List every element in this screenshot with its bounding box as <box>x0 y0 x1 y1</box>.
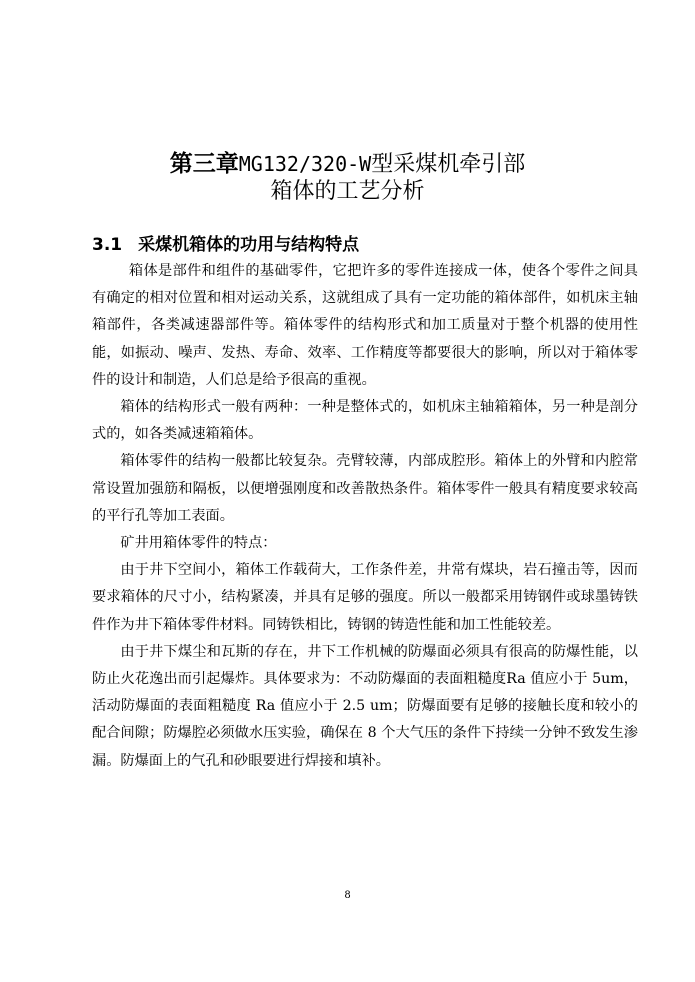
chapter-label: 第三章 <box>169 151 239 177</box>
paragraph: 箱体的结构形式一般有两种：一种是整体式的，如机床主轴箱箱体，另一种是剖分式的，如各类减速箱箱体。 <box>92 399 638 443</box>
paragraph: 箱体零件的结构一般都比较复杂。壳臂较薄，内部成腔形。箱体上的外臂和内腔常常设置加强筋和隔板，以便增强刚度和改善散热条件。箱体零件一般具有精度要求较高的平行孔等加工表面。 <box>92 453 638 524</box>
paragraph: 矿井用箱体零件的特点： <box>120 535 277 552</box>
chapter-title-line-2: 箱体的工艺分析 <box>270 179 425 204</box>
chapter-model: MG132/320-W <box>238 152 372 176</box>
section-title: 采煤机箱体的功用与结构特点 <box>138 235 360 255</box>
section-number: 3.1 <box>92 235 123 255</box>
paragraph: 箱体是部件和组件的基础零件，它把许多的零件连接成一体，使各个零件之间具有确定的相对位置和相对运动关系，这就组成了具有一定功能的箱体部件，如机床主轴箱部件，各类减速器部件等。箱体零件的结构形式和加工质量对于整个机器的使用性能，如振动、噪声、发热、寿命、效率、工作精度等都要很大的影响，所以对于箱体零件的设计和制造，人们总是给予很高的重视。 <box>92 263 638 388</box>
paragraph: 由于井下煤尘和瓦斯的存在，井下工作机械的防爆面必须具有很高的防爆性能，以防止火花逸出而引起爆炸。具体要求为：不动防爆面的表面粗糙度Ra 值应小于 5um，活动防爆面的表面粗糙度 Ra 值应小于 2.5 um；防爆面要有足够的接触长度和较小的配合间隙；防爆腔必须做水压实验，确保在 8 个大气压的条件下持续一分钟不致发生渗漏。防爆面上的气孔和砂眼要进行焊接和填补。 <box>92 643 638 769</box>
page-number: 8 <box>344 890 351 901</box>
section-heading <box>92 232 359 258</box>
paragraph: 由于井下空间小，箱体工作载荷大，工作条件差，井常有煤块，岩石撞击等，因而要求箱体的尺寸小，结构紧凑，并具有足够的强度。所以一般都采用铸钢件或球墨铸铁件作为井下箱体零件材料。同铸铁相比，铸钢的铸造性能和加工性能较差。 <box>92 562 638 633</box>
chapter-title-rest: 型采煤机牵引部 <box>371 152 526 177</box>
body-text <box>92 258 638 775</box>
